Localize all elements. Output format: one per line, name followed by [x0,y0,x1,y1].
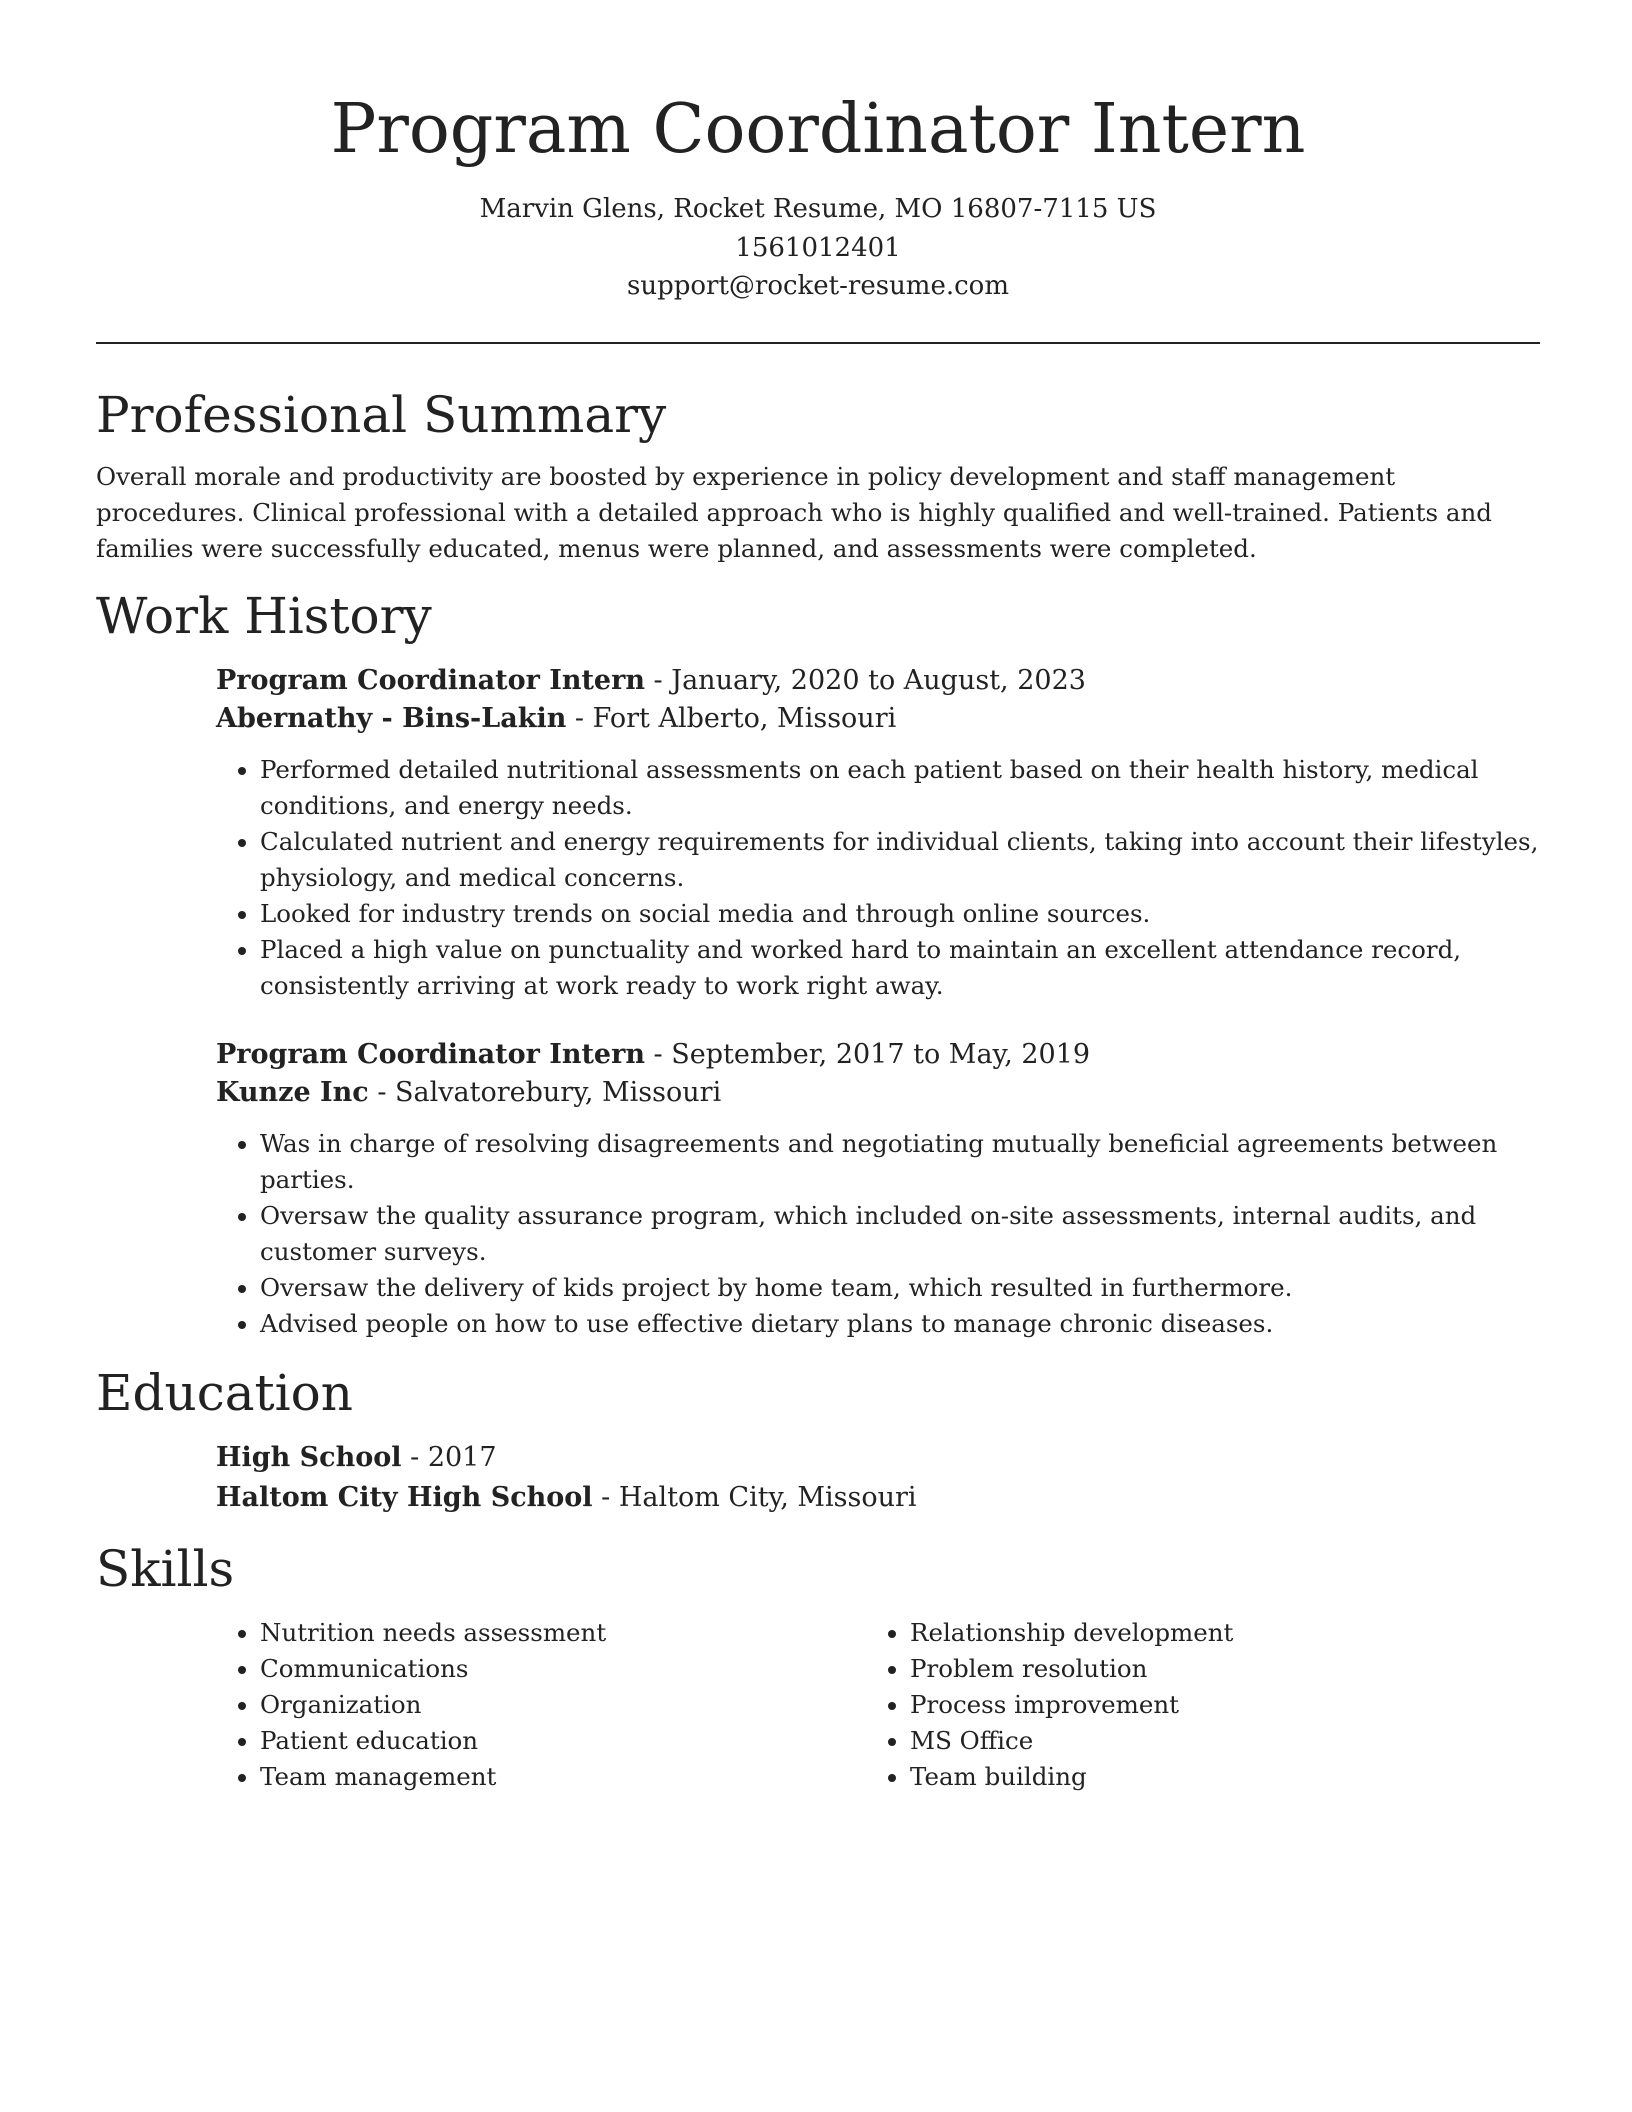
list-item: • Oversaw the delivery of kids project by home team, which resulted in furthermore. [260,1270,1540,1306]
resume-page [96,0,1540,1795]
contact-phone: 1561012401 [735,232,901,263]
list-item: • Looked for industry trends on social media and through online sources. [260,896,1540,932]
job-title-line [216,1036,1540,1074]
education-school-line [216,1478,1540,1518]
education-entry [216,1438,1540,1518]
skills-bullets-left [216,1615,866,1795]
education-school: Haltom City High School [216,1481,593,1513]
job-location: - Salvatorebury, Missouri [368,1076,722,1108]
job-title-line [216,662,1540,700]
education-degree-line [216,1438,1540,1478]
job-dates: - September, 2017 to May, 2019 [644,1038,1091,1070]
job-company: Kunze Inc [216,1076,369,1108]
summary-heading: Professional Summary [96,385,667,444]
list-item: • Patient education [260,1723,866,1759]
job-company-line [216,700,1540,738]
education-location: - Haltom City, Missouri [592,1481,917,1513]
job-entry [216,662,1540,1004]
job-bullets [216,1126,1540,1342]
header-divider [96,342,1540,344]
list-item: • Team building [910,1759,1516,1795]
job-company-line [216,1074,1540,1112]
list-item: • Calculated nutrient and energy requirements for individual clients, taking into account their lifestyles, physiology, and medical concerns. [260,824,1540,896]
summary-text: Overall morale and productivity are boosted by experience in policy development and staff management procedures. Clinical professional with a detailed approach who is highly qualified and well-trained. Patients and families were successfully educated, menus were planned, and assessments were completed. [96,461,1492,563]
list-item: • Organization [260,1687,866,1723]
contact-address: Marvin Glens, Rocket Resume, MO 16807-7115 US [479,194,1157,224]
resume-header [96,0,1540,306]
job-bullets [216,752,1540,1004]
list-item: • Performed detailed nutritional assessments on each patient based on their health history, medical conditions, and energy needs. [260,752,1540,824]
skills-column-left [216,1615,866,1795]
skills-bullets-right [866,1615,1516,1795]
list-item: • MS Office [910,1723,1516,1759]
list-item: • Communications [260,1651,866,1687]
skills-column-right [866,1615,1516,1795]
job-location: - Fort Alberto, Missouri [566,702,897,734]
list-item: • Oversaw the quality assurance program, which included on-site assessments, internal audits, and customer surveys. [260,1198,1540,1270]
list-item: • Relationship development [910,1615,1516,1651]
list-item: • Process improvement [910,1687,1516,1723]
skills-heading: Skills [96,1539,235,1598]
list-item: • Problem resolution [910,1651,1516,1687]
list-item: • Nutrition needs assessment [260,1615,866,1651]
work-history-heading: Work History [96,586,432,645]
job-company: Abernathy - Bins-Lakin [216,702,567,734]
job-position: Program Coordinator Intern [216,1038,645,1070]
education-degree: High School [216,1441,402,1473]
job-position: Program Coordinator Intern [216,664,645,696]
job-entry [216,1036,1540,1342]
list-item: • Was in charge of resolving disagreements and negotiating mutually beneficial agreements between parties. [260,1126,1540,1198]
list-item: • Placed a high value on punctuality and worked hard to maintain an excellent attendance record, consistently arriving at work ready to work right away. [260,932,1540,1004]
contact-email: support@rocket-resume.com [626,271,1009,301]
list-item: • Advised people on how to use effective dietary plans to manage chronic diseases. [260,1306,1540,1342]
job-dates: - January, 2020 to August, 2023 [644,664,1086,696]
education-year: - 2017 [401,1441,497,1473]
candidate-name: Program Coordinator Intern [330,90,1306,169]
list-item: • Team management [260,1759,866,1795]
education-heading: Education [96,1363,353,1422]
skills-list [216,1615,1540,1795]
